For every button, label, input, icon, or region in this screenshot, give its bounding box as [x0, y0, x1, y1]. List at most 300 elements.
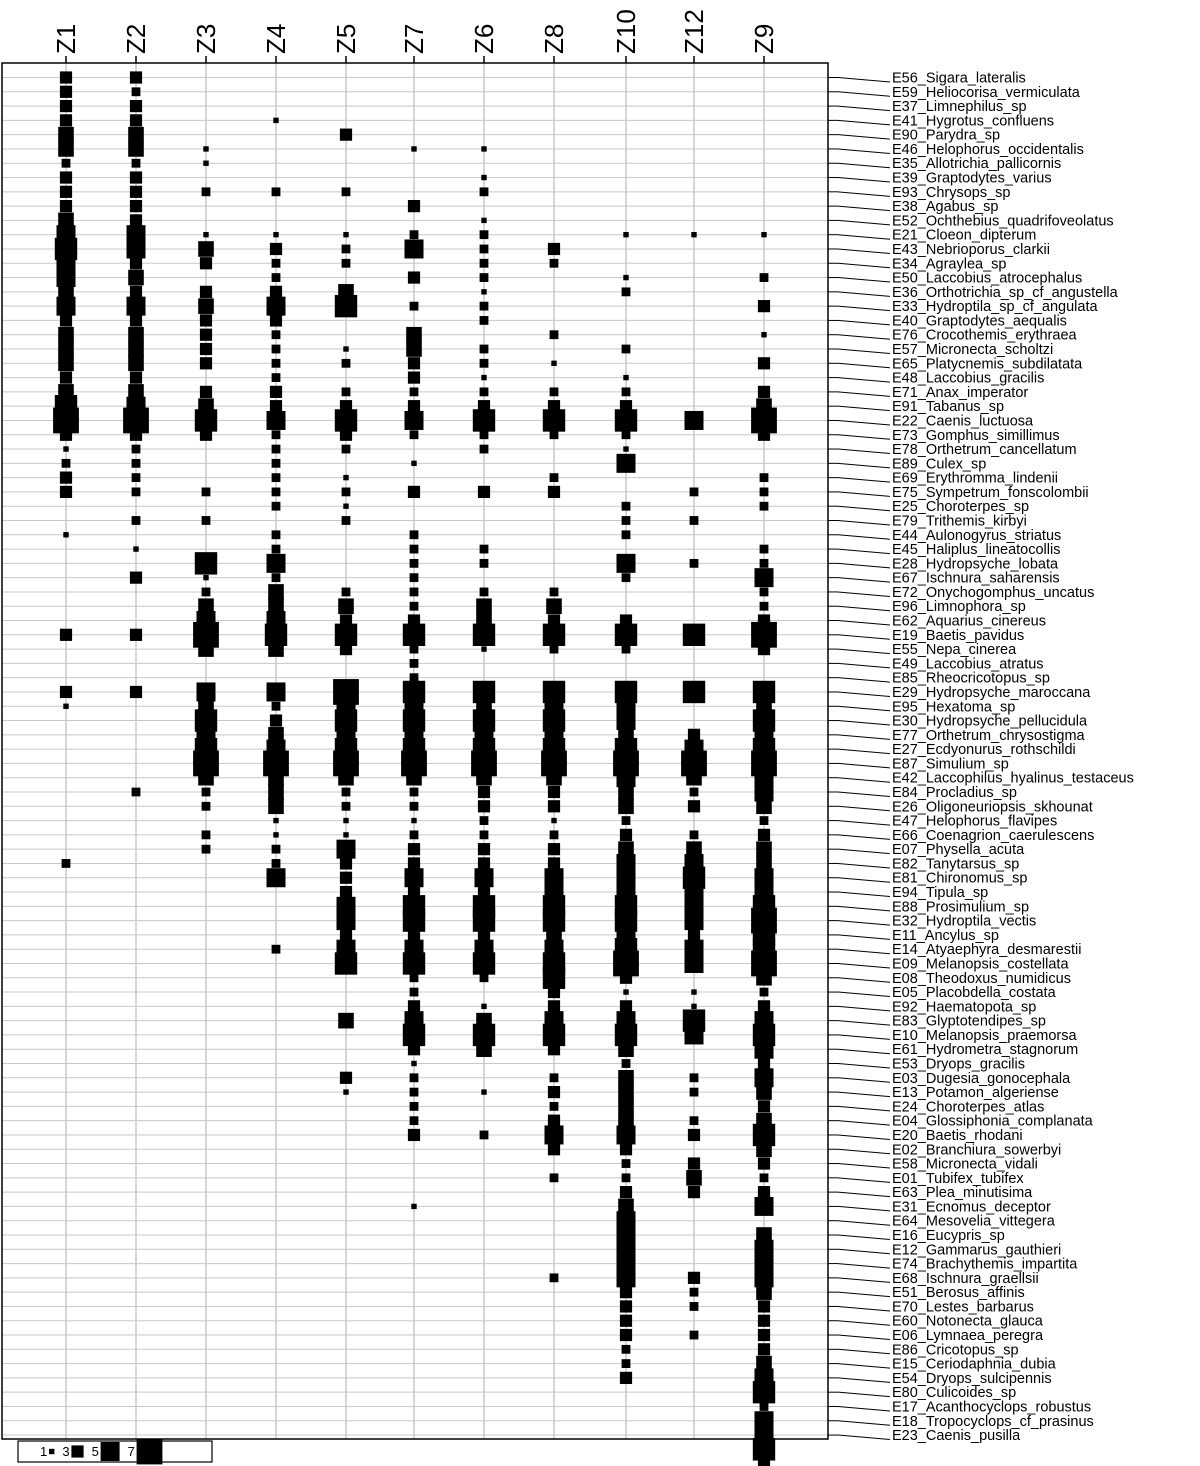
abundance-mark [686, 1170, 702, 1186]
taxon-label: E11_Ancylus_sp [892, 927, 999, 944]
abundance-mark [408, 400, 420, 412]
abundance-mark [548, 1115, 560, 1127]
abundance-mark [128, 127, 144, 143]
abundance-mark [476, 1041, 492, 1057]
abundance-mark [267, 554, 286, 573]
abundance-mark [58, 356, 74, 372]
taxon-connector [838, 1149, 890, 1154]
abundance-mark [622, 387, 631, 396]
taxon-label: E27_Ecdyonurus_rothschildi [892, 742, 1076, 759]
abundance-mark [760, 988, 769, 997]
abundance-mark [480, 588, 489, 597]
abundance-mark [127, 297, 146, 316]
abundance-mark [130, 572, 142, 584]
abundance-mark [200, 286, 212, 298]
abundance-mark [550, 588, 559, 597]
abundance-mark [128, 356, 144, 372]
abundance-mark [132, 516, 141, 525]
taxon-label: E18_Tropocyclops_cf_prasinus [892, 1413, 1094, 1430]
abundance-mark [132, 459, 141, 468]
taxon-label: E67_Ischnura_saharensis [892, 570, 1060, 587]
abundance-mark [272, 859, 281, 868]
taxon-label: E95_Hexatoma_sp [892, 699, 1016, 716]
abundance-mark [405, 239, 424, 258]
abundance-mark [475, 868, 494, 887]
abundance-mark [198, 770, 214, 786]
taxon-connector [838, 1249, 890, 1254]
abundance-mark [408, 929, 420, 941]
taxon-label: E12_Gammarus_gauthieri [892, 1242, 1062, 1259]
abundance-mark [408, 371, 420, 383]
abundance-mark [622, 430, 631, 439]
legend-mark [101, 1442, 120, 1461]
abundance-mark [340, 429, 352, 441]
abundance-mark [342, 488, 351, 497]
abundance-mark [340, 872, 352, 884]
abundance-mark [272, 187, 281, 196]
abundance-mark [203, 146, 208, 151]
taxon-connector [838, 1278, 890, 1283]
abundance-mark [758, 643, 770, 655]
taxon-connector [838, 835, 890, 840]
taxon-label: E48_Laccobius_gracilis [892, 370, 1045, 387]
abundance-mark [268, 584, 284, 600]
taxon-label: E02_Branchiura_sowerbyi [892, 1142, 1062, 1159]
abundance-mark [130, 371, 142, 383]
abundance-mark [550, 1073, 559, 1082]
site-label: Z4 [261, 23, 291, 54]
abundance-mark [623, 989, 628, 994]
abundance-mark [480, 302, 489, 311]
abundance-mark [550, 1102, 559, 1111]
abundance-mark [758, 300, 770, 312]
taxon-connector [838, 478, 890, 483]
abundance-mark [200, 343, 212, 355]
abundance-mark [548, 243, 560, 255]
abundance-mark [406, 341, 422, 357]
abundance-mark [343, 1089, 348, 1094]
taxon-label: E93_Chrysops_sp [892, 184, 1011, 201]
abundance-mark [480, 359, 489, 368]
taxon-labels [828, 71, 1134, 1445]
taxon-label: E42_Laccophilus_hyalinus_testaceus [892, 770, 1134, 787]
abundance-mark [760, 273, 769, 282]
abundance-mark [343, 504, 348, 509]
taxon-connector [838, 1421, 890, 1426]
taxon-label: E58_Micronecta_vidali [892, 1156, 1038, 1173]
taxon-label: E19_Baetis_pavidus [892, 627, 1025, 644]
abundance-mark [62, 159, 71, 168]
taxon-label: E90_Parydra_sp [892, 127, 1001, 144]
site-label: Z5 [331, 23, 361, 54]
abundance-mark [691, 232, 696, 237]
abundance-mark [755, 1040, 774, 1059]
abundance-mark [63, 446, 68, 451]
abundance-mark [758, 386, 770, 398]
site-label: Z9 [749, 23, 779, 54]
abundance-mark [760, 502, 769, 511]
abundance-mark [618, 798, 634, 814]
abundance-mark [550, 645, 559, 654]
abundance-mark [473, 624, 495, 646]
abundance-mark [132, 788, 141, 797]
abundance-mark [403, 1024, 425, 1046]
taxon-connector [838, 592, 890, 597]
abundance-mark [272, 459, 281, 468]
abundance-mark [132, 445, 141, 454]
taxon-connector [838, 349, 890, 354]
abundance-mark [60, 429, 72, 441]
abundance-mark [267, 682, 286, 701]
site-label: Z8 [539, 23, 569, 54]
taxon-label: E22_Caenis_luctuosa [892, 413, 1034, 430]
taxon-connector [838, 892, 890, 897]
taxon-label: E30_Hydropsyche_pellucidula [892, 713, 1088, 730]
abundance-mark [60, 200, 72, 212]
abundance-mark [60, 186, 72, 198]
abundance-mark [685, 954, 704, 973]
taxon-label: E89_Culex_sp [892, 456, 987, 473]
taxon-connector [838, 821, 890, 826]
taxon-connector [838, 921, 890, 926]
abundance-mark [272, 530, 281, 539]
abundance-mark [130, 186, 142, 198]
abundance-mark [617, 1125, 636, 1144]
abundance-mark [473, 952, 495, 974]
abundance-mark [198, 298, 214, 314]
abundance-mark [481, 646, 486, 651]
abundance-mark [758, 1100, 770, 1112]
taxon-connector [838, 749, 890, 754]
taxon-connector [838, 206, 890, 211]
abundance-mark [410, 430, 419, 439]
abundance-mark [758, 1329, 770, 1341]
taxon-connector [838, 578, 890, 583]
abundance-mark [618, 1041, 634, 1057]
site-label: Z1 [51, 23, 81, 54]
abundance-mark [343, 346, 348, 351]
abundance-mark [620, 1143, 632, 1155]
abundance-mark [758, 1343, 770, 1355]
taxon-connector [838, 278, 890, 283]
abundance-mark [272, 359, 281, 368]
abundance-mark [410, 788, 419, 797]
abundance-mark [130, 286, 142, 298]
abundance-mark [272, 273, 281, 282]
abundance-mark [340, 886, 352, 898]
abundance-mark [478, 486, 490, 498]
abundance-mark [410, 602, 419, 611]
abundance-mark [340, 857, 352, 869]
abundance-mark [480, 816, 489, 825]
abundance-mark [690, 1331, 699, 1340]
abundance-mark [478, 786, 490, 798]
abundance-mark [760, 602, 769, 611]
taxon-connector [838, 1335, 890, 1340]
taxon-label: E96_Limnophora_sp [892, 599, 1026, 616]
taxon-connector [838, 1006, 890, 1011]
site-label: Z10 [611, 9, 641, 54]
abundance-mark [753, 1438, 775, 1460]
size-legend [18, 1439, 212, 1465]
taxon-label: E63_Plea_minutisima [892, 1185, 1033, 1202]
abundance-mark [480, 830, 489, 839]
abundance-mark [272, 430, 281, 439]
taxon-label: E81_Chironomus_sp [892, 870, 1028, 887]
abundance-mark [551, 361, 556, 366]
abundance-mark [62, 459, 71, 468]
taxon-connector [838, 492, 890, 497]
abundance-mark [58, 341, 74, 357]
site-label: Z7 [399, 23, 429, 54]
site-label: Z12 [679, 9, 709, 54]
taxon-connector [838, 92, 890, 97]
taxon-connector [838, 692, 890, 697]
taxon-label: E62_Aquarius_cinereus [892, 613, 1046, 630]
abundance-mark [270, 386, 282, 398]
abundance-mark [202, 187, 211, 196]
abundance-mark [480, 273, 489, 282]
taxon-label: E68_Ischnura_graellsii [892, 1270, 1039, 1287]
abundance-mark [480, 1131, 489, 1140]
legend-label: 3 [62, 1444, 70, 1459]
abundance-mark [60, 86, 72, 98]
taxon-connector [838, 1106, 890, 1111]
taxon-label: E75_Sympetrum_fonscolombii [892, 484, 1089, 501]
taxon-connector [838, 1292, 890, 1297]
abundance-mark [337, 840, 356, 859]
taxon-label: E55_Nepa_cinerea [892, 642, 1017, 659]
abundance-mark [130, 629, 142, 641]
taxon-label: E21_Cloeon_dipterum [892, 227, 1037, 244]
abundance-mark [342, 802, 351, 811]
taxon-connector [838, 1164, 890, 1169]
abundance-mark [548, 786, 560, 798]
abundance-mark [202, 802, 211, 811]
abundance-mark [410, 988, 419, 997]
abundance-mark [272, 502, 281, 511]
taxon-label: E40_Graptodytes_aequalis [892, 313, 1067, 330]
abundance-mark [411, 146, 416, 151]
taxon-connector [838, 320, 890, 325]
abundance-mark [270, 286, 282, 298]
abundance-mark [690, 830, 699, 839]
taxon-label: E33_Hydroptila_sp_cf_angulata [892, 299, 1098, 316]
taxon-label: E05_Placobdella_costata [892, 985, 1056, 1002]
abundance-mark [130, 686, 142, 698]
abundance-mark [760, 816, 769, 825]
taxon-connector [838, 635, 890, 640]
abundance-mark [202, 488, 211, 497]
abundance-mark [688, 929, 700, 941]
taxon-connector [838, 463, 890, 468]
taxon-connector [838, 120, 890, 125]
abundance-mark [335, 409, 357, 431]
taxon-label: E83_Glyptotendipes_sp [892, 1013, 1046, 1030]
abundance-mark [343, 832, 348, 837]
abundance-mark [543, 967, 565, 989]
abundance-mark [548, 1143, 560, 1155]
abundance-mark [758, 357, 770, 369]
taxon-connector [838, 778, 890, 783]
abundance-mark [60, 171, 72, 183]
abundance-mark [60, 629, 72, 641]
taxon-label: E61_Hydrometra_stagnorum [892, 1042, 1079, 1059]
abundance-mark [133, 546, 138, 551]
abundance-mark [756, 798, 772, 814]
legend-mark [71, 1445, 83, 1457]
abundance-mark [272, 445, 281, 454]
abundance-mark [342, 245, 351, 254]
abundance-mark [408, 1043, 420, 1055]
abundance-mark [760, 545, 769, 554]
abundance-mark [690, 1116, 699, 1125]
taxon-label: E71_Anax_imperator [892, 384, 1029, 401]
abundance-mark [410, 559, 419, 568]
abundance-mark [267, 868, 286, 887]
abundance-mark [203, 161, 208, 166]
taxon-label: E85_Rheocricotopus_sp [892, 670, 1050, 687]
abundance-mark [622, 816, 631, 825]
abundance-mark [480, 230, 489, 239]
taxon-connector [838, 406, 890, 411]
abundance-mark [683, 624, 705, 646]
abundance-mark [755, 568, 774, 587]
taxon-connector [838, 906, 890, 911]
abundance-mark [270, 243, 282, 255]
abundance-mark [690, 488, 699, 497]
abundance-mark [337, 911, 356, 930]
taxon-connector [838, 78, 890, 83]
abundance-mark [480, 387, 489, 396]
abundance-mark [690, 1302, 699, 1311]
taxon-connector [838, 235, 890, 240]
taxon-label: E23_Caenis_pusilla [892, 1428, 1021, 1445]
abundance-mark [408, 357, 420, 369]
abundance-mark [130, 100, 142, 112]
taxon-label: E56_Sigara_lateralis [892, 70, 1026, 87]
abundance-mark [130, 200, 142, 212]
abundance-mark [343, 818, 348, 823]
taxon-label: E47_Helophorus_flavipes [892, 813, 1058, 830]
abundance-mark [130, 314, 142, 326]
abundance-mark [756, 1141, 772, 1157]
abundance-mark [203, 575, 208, 580]
abundance-mark [623, 232, 628, 237]
taxon-connector [838, 549, 890, 554]
abundance-mark [130, 429, 142, 441]
abundance-mark [267, 411, 286, 430]
taxon-label: E01_Tubifex_tubifex [892, 1170, 1024, 1187]
abundance-mark [481, 375, 486, 380]
abundance-mark [548, 843, 560, 855]
abundance-mark [550, 330, 559, 339]
taxon-label: E25_Choroterpes_sp [892, 499, 1030, 516]
taxon-connector [838, 1221, 890, 1226]
abundance-mark [758, 1458, 770, 1466]
taxon-connector [838, 1064, 890, 1069]
taxon-connector [838, 1078, 890, 1083]
abundance-mark [273, 832, 278, 837]
abundance-mark [272, 845, 281, 854]
abundance-mark [688, 1186, 700, 1198]
legend-label: 5 [91, 1444, 99, 1459]
abundance-mark [342, 259, 351, 268]
abundance-mark [200, 314, 212, 326]
abundance-mark [622, 516, 631, 525]
abundance-mark [473, 909, 495, 931]
abundance-mark [272, 330, 281, 339]
abundance-mark [618, 784, 634, 800]
abundance-mark [272, 945, 281, 954]
abundance-mark [342, 187, 351, 196]
abundance-mark [58, 327, 74, 343]
taxon-connector [838, 763, 890, 768]
abundance-mark [480, 559, 489, 568]
abundance-mark [411, 818, 416, 823]
abundance-mark [403, 909, 425, 931]
taxon-connector [838, 621, 890, 626]
taxon-label: E09_Melanopsis_costellata [892, 956, 1069, 973]
taxon-connector [838, 792, 890, 797]
abundance-mark [267, 297, 286, 316]
taxon-label: E10_Melanopsis_praemorsa [892, 1027, 1077, 1044]
abundance-mark [622, 530, 631, 539]
taxon-connector [838, 1049, 890, 1054]
taxon-connector [838, 306, 890, 311]
abundance-mark [758, 1057, 770, 1069]
taxon-label: E72_Onychogomphus_uncatus [892, 584, 1095, 601]
abundance-mark [273, 818, 278, 823]
abundance-mark [406, 327, 422, 343]
abundance-mark [620, 829, 632, 841]
abundance-mark [342, 516, 351, 525]
abundance-mark [551, 818, 556, 823]
abundance-mark [615, 409, 637, 431]
abundance-mark [480, 316, 489, 325]
abundance-mark [481, 218, 486, 223]
abundance-mark [550, 830, 559, 839]
taxon-connector [838, 1321, 890, 1326]
taxon-connector [838, 449, 890, 454]
abundance-mark [478, 929, 490, 941]
abundance-mark [128, 327, 144, 343]
abundance-mark [342, 588, 351, 597]
taxon-connector [838, 663, 890, 668]
abundance-mark [200, 386, 212, 398]
abundance-mark [130, 171, 142, 183]
abundance-mark [340, 1072, 352, 1084]
abundance-mark [268, 798, 284, 814]
abundance-mark [132, 488, 141, 497]
abundance-mark [688, 800, 700, 812]
abundance-mark [615, 624, 637, 646]
site-label: Z6 [469, 23, 499, 54]
abundance-mark [688, 729, 700, 741]
abundance-mark [340, 129, 352, 141]
abundance-mark [406, 770, 422, 786]
taxon-connector [838, 135, 890, 140]
abundance-mark [410, 1073, 419, 1082]
site-label: Z3 [191, 23, 221, 54]
abundance-mark [623, 446, 628, 451]
taxon-connector [838, 249, 890, 254]
taxon-label: E84_Procladius_sp [892, 785, 1017, 801]
abundance-mark [685, 1025, 704, 1044]
abundance-mark [690, 516, 699, 525]
taxon-connector [838, 863, 890, 868]
abundance-mark [411, 1061, 416, 1066]
